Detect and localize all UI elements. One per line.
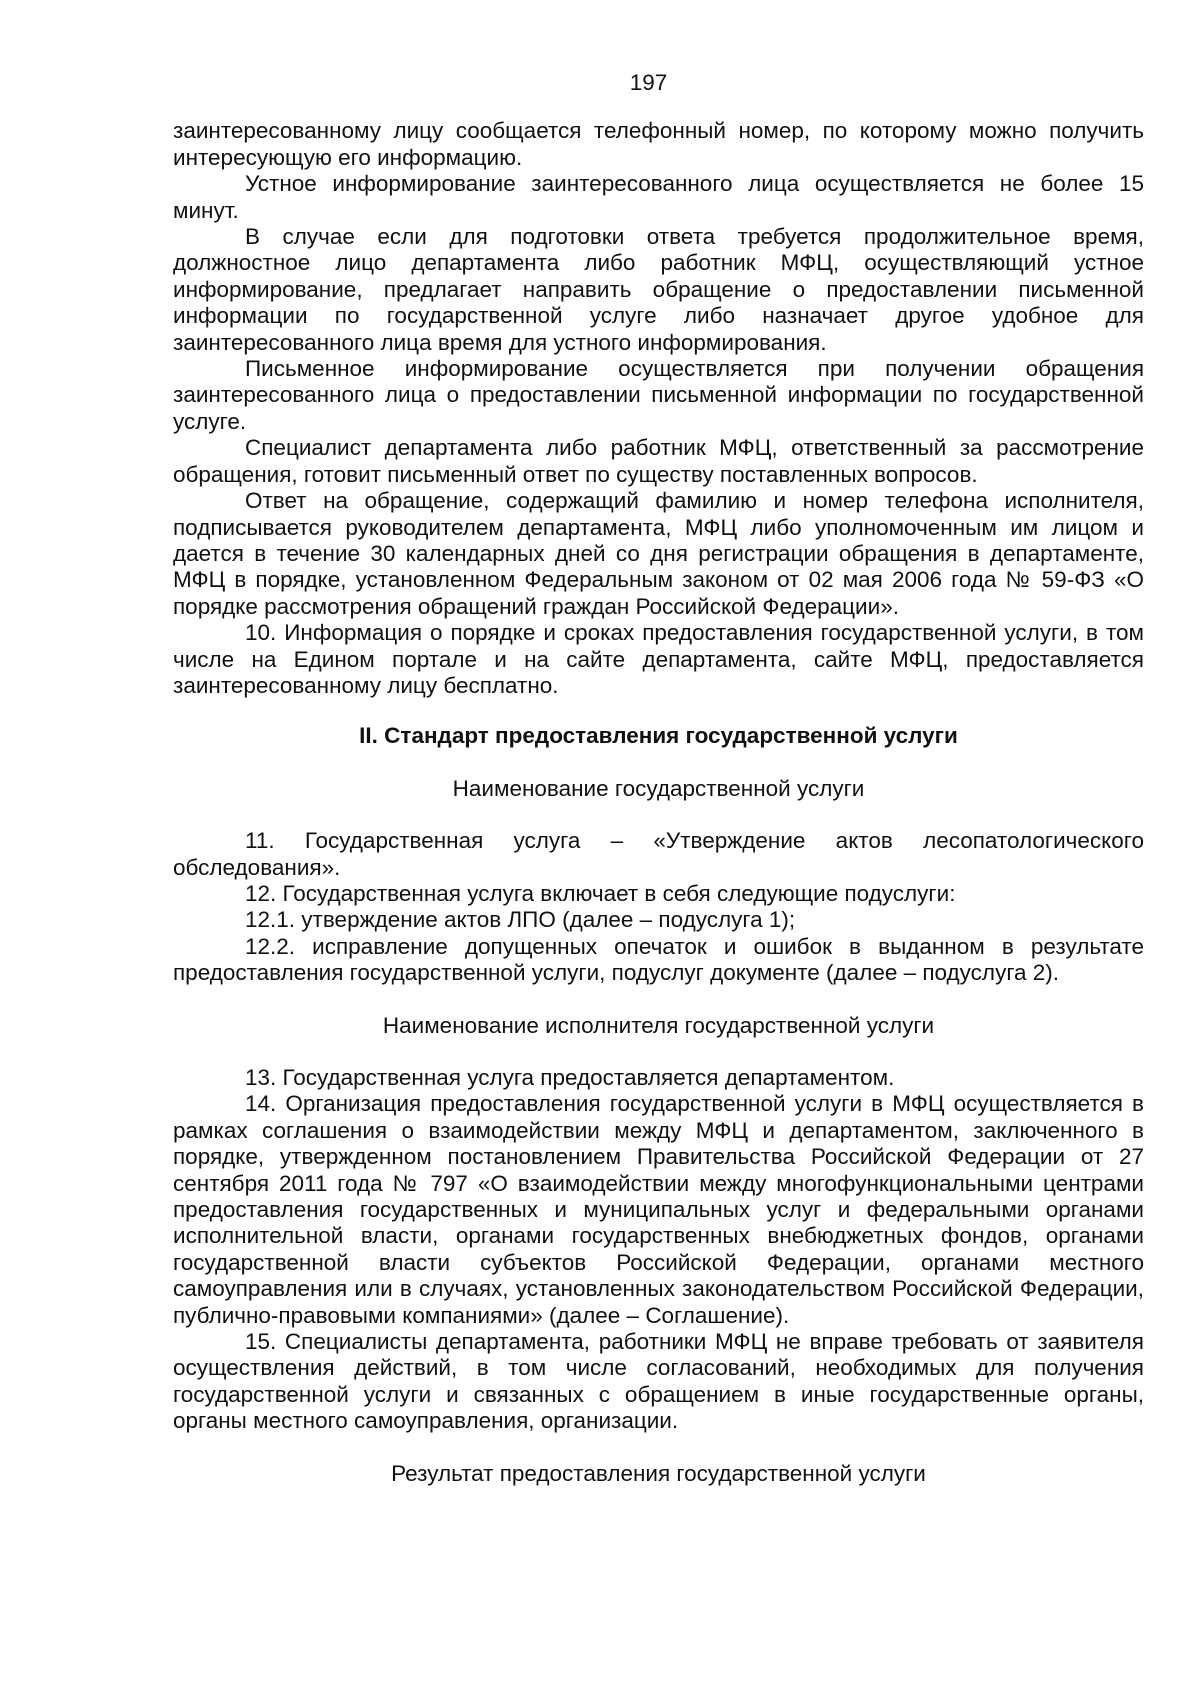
paragraph: 11. Государственная услуга – «Утверждение актов лесопатологического обследования». — [173, 828, 1144, 880]
section-title: II. Стандарт предоставления государственной услуги — [359, 723, 958, 749]
subheading-result: Результат предоставления государственной услуги — [391, 1460, 926, 1486]
paragraph: 14. Организация предоставления государственной услуги в МФЦ осуществляется в рамках соглашения о взаимодействии между МФЦ и департаментом, заключенного в порядке, утвержденном постановлением Правительства Российской Федерации от 27 сентября 2011 года № 797 «О взаимодействии между многофункциональными центрами предоставления государственных и муниципальных услуг и федеральными органами исполнительной власти, органами государственных внебюджетных фондов, органами государственной власти субъектов Российской Федерации, органами местного самоуправления или в случаях, установленных законодательством Российской Федерации, публично-правовыми компаниями» (далее – Соглашение). — [173, 1091, 1144, 1328]
paragraph: В случае если для подготовки ответа требуется продолжительное время, должностное лицо департамента либо работник МФЦ, осуществляющий устное информирование, предлагает направить обращение о предоставлении письменной информации по государственной услуге либо назначает другое удобное для заинтересованного лица время для устного информирования. — [173, 224, 1144, 355]
paragraph: 13. Государственная услуга предоставляется департаментом. — [245, 1065, 895, 1090]
paragraph: Специалист департамента либо работник МФЦ, ответственный за рассмотрение обращения, готовит письменный ответ по существу поставленных вопросов. — [173, 435, 1144, 487]
paragraph: Устное информирование заинтересованного лица осуществляется не более 15 минут. — [173, 171, 1144, 223]
subheading-service-name: Наименование государственной услуги — [452, 775, 865, 801]
paragraph: 12.2. исправление допущенных опечаток и ошибок в выданном в результате предоставления государственной услуги, подуслуг документе (далее – подуслуга 2). — [173, 933, 1144, 986]
paragraph: 15. Специалисты департамента, работники МФЦ не вправе требовать от заявителя осуществления действий, в том числе согласований, необходимых для получения государственной услуги и связанных с обращением в иные государственные органы, органы местного самоуправления, организации. — [173, 1329, 1144, 1434]
paragraph: заинтересованному лицу сообщается телефонный номер, по которому можно получить интересующую его информацию. — [173, 118, 1144, 170]
paragraph: 10. Информация о порядке и сроках предоставления государственной услуги, в том числе на Едином портале и на сайте департамента, сайте МФЦ, предоставляется заинтересованному лицу бесплатно. — [173, 620, 1144, 698]
paragraph: Письменное информирование осуществляется при получении обращения заинтересованного лица о предоставлении письменной информации по государственной услуге. — [173, 356, 1144, 434]
paragraph: Ответ на обращение, содержащий фамилию и номер телефона исполнителя, подписывается руководителем департамента, МФЦ либо уполномоченным им лицом и дается в течение 30 календарных дней со дня регистрации обращения в департаменте, МФЦ в порядке, установленном Федеральным законом от 02 мая 2006 года № 59-ФЗ «О порядке рассмотрения обращений граждан Российской Федерации». — [173, 488, 1144, 619]
subheading-executor: Наименование исполнителя государственной услуги — [382, 1012, 935, 1038]
page-number: 197 — [629, 70, 668, 95]
paragraph: 12. Государственная услуга включает в себя следующие подуслуги: — [245, 880, 956, 906]
paragraph: 12.1. утверждение актов ЛПО (далее – подуслуга 1); — [245, 907, 796, 933]
